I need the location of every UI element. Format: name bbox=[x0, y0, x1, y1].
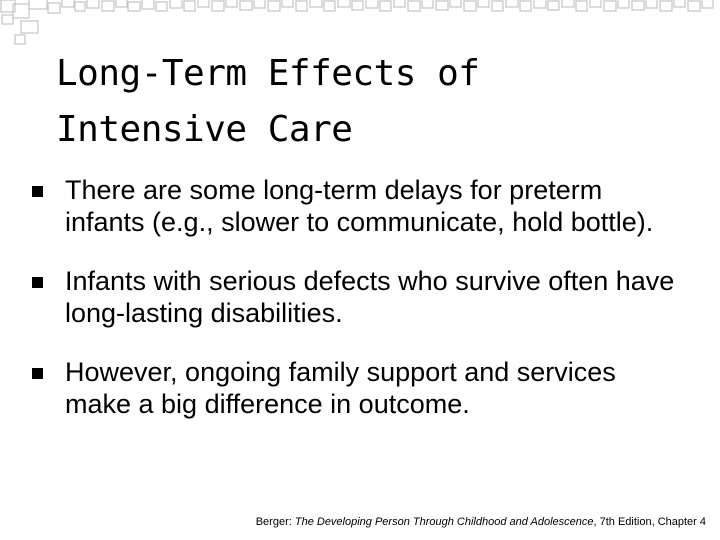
citation-book-title: The Developing Person Through Childhood and Adolescence bbox=[294, 516, 594, 528]
bullet-item bbox=[28, 265, 688, 329]
citation-edition: , 7th Edition, Chapter 4 bbox=[593, 516, 706, 528]
bullet-text: Infants with serious defects who survive often have long-lasting disabilities. bbox=[65, 266, 675, 328]
grid-squares-decoration bbox=[1, 0, 713, 44]
square-bullet-icon bbox=[32, 368, 43, 379]
slide-title-line-2: Intensive Care bbox=[56, 109, 353, 150]
citation-author: Berger: bbox=[255, 516, 295, 528]
citation-footer bbox=[256, 515, 706, 529]
bullet-text: However, ongoing family support and services make a big difference in outcome. bbox=[65, 357, 616, 419]
bullet-text: There are some long-term delays for preterm infants (e.g., slower to communicate, hold bottle). bbox=[65, 175, 654, 237]
slide-title bbox=[56, 46, 479, 158]
square-bullet-icon bbox=[32, 186, 43, 197]
slide-title-line-1: Long-Term Effects of bbox=[56, 53, 480, 94]
bullet-item bbox=[28, 174, 688, 238]
square-bullet-icon bbox=[32, 277, 43, 288]
bullet-item bbox=[28, 356, 688, 420]
bullet-list bbox=[28, 174, 688, 420]
